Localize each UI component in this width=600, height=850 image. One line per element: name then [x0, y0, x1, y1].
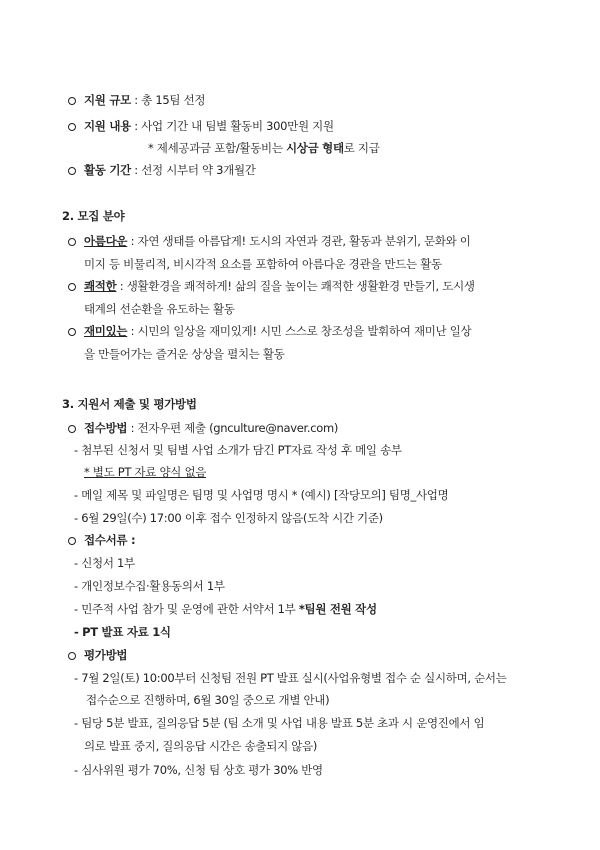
method-item-note: * 별도 PT 자료 양식 없음 [84, 465, 207, 479]
field-pleasant-line2: 태계의 선순환을 유도하는 활동 [84, 302, 235, 316]
documents-label: 접수서류 : [84, 533, 136, 547]
circle-bullet-icon [68, 537, 76, 545]
documents-item-4: - PT 발표 자료 1식 [74, 625, 171, 639]
support-scale-label: 지원 규모 [84, 93, 131, 107]
documents-item-3: - 민주적 사업 참가 및 운영에 관한 서약서 1부 *팀원 전원 작성 [74, 602, 377, 616]
circle-bullet-icon [68, 283, 76, 291]
evaluation-item-1: - 7월 2일(토) 10:00부터 신청팀 전원 PT 발표 실시(사업유형별 접수 순 실시하며, 순서는 [74, 671, 507, 685]
support-content-value: : 사업 기간 내 팀별 활동비 300만원 지원 [130, 119, 334, 133]
evaluation-item-2b: 의로 발표 중지, 질의응답 시간은 송출되지 않음) [84, 739, 318, 753]
activity-period-value: : 선정 시부터 약 3개월간 [130, 163, 256, 177]
method-item-3: - 6월 29일(수) 17:00 이후 접수 인정하지 않음(도착 시간 기준) [74, 511, 383, 525]
circle-bullet-icon [68, 97, 76, 105]
circle-bullet-icon [68, 238, 76, 246]
submission-method-line: 접수방법 : 전자우편 제출 (gnculture@naver.com) [84, 421, 339, 435]
field-beautiful-line2: 미지 등 비물리적, 비시각적 요소를 포함하여 아름다운 경관을 만드는 활동 [84, 257, 442, 271]
section-3-heading: 3. 지원서 제출 및 평가방법 [62, 397, 197, 411]
section-2-heading: 2. 모집 분야 [62, 209, 125, 223]
field-beautiful-line1: 아름다운 : 자연 생태를 아름답게! 도시의 자연과 경관, 활동과 분위기, 문화와 이 [84, 234, 471, 248]
circle-bullet-icon [68, 123, 76, 131]
method-item-1: - 첨부된 신청서 및 팀별 사업 소개가 담긴 PT자료 작성 후 메일 송부 [74, 443, 402, 457]
support-scale-line [84, 92, 205, 108]
circle-bullet-icon [68, 167, 76, 175]
support-content-label: 지원 내용 [84, 119, 131, 133]
circle-bullet-icon [68, 425, 76, 433]
support-content-line [84, 118, 334, 134]
support-scale-value: : 총 15팀 선정 [130, 93, 206, 107]
evaluation-label: 평가방법 [84, 648, 128, 662]
method-item-2: - 메일 제목 및 파일명은 팀명 및 사업명 명시 * (예시) [작당모의] 팀명_사업명 [74, 488, 449, 502]
documents-item-1: - 신청서 1부 [74, 556, 135, 570]
documents-item-2: - 개인정보수집·활용동의서 1부 [74, 579, 225, 593]
evaluation-item-3: - 심사위원 평가 70%, 신청 팀 상호 평가 30% 반영 [74, 763, 323, 777]
field-pleasant-line1: 쾌적한 : 생활환경을 쾌적하게! 삶의 질을 높이는 쾌적한 생활환경 만들기, 도시생 [84, 279, 475, 293]
evaluation-item-1b: 접수순으로 진행하며, 6월 30일 중으로 개별 안내) [86, 693, 330, 707]
support-content-note: * 제세공과금 포함/활동비는 시상금 형태로 지급 [148, 141, 380, 155]
circle-bullet-icon [68, 328, 76, 336]
evaluation-item-2: - 팀당 5분 발표, 질의응답 5분 (팀 소개 및 사업 내용 발표 5분 초과 시 운영진에서 임 [74, 716, 485, 730]
field-fun-line1: 재미있는 : 시민의 일상을 재미있게! 시민 스스로 창조성을 발휘하여 재미난 일상 [84, 324, 472, 338]
field-fun-line2: 을 만들어가는 즐거운 상상을 펼치는 활동 [84, 347, 285, 361]
activity-period-line [84, 162, 256, 178]
activity-period-label: 활동 기간 [84, 163, 131, 177]
circle-bullet-icon [68, 652, 76, 660]
